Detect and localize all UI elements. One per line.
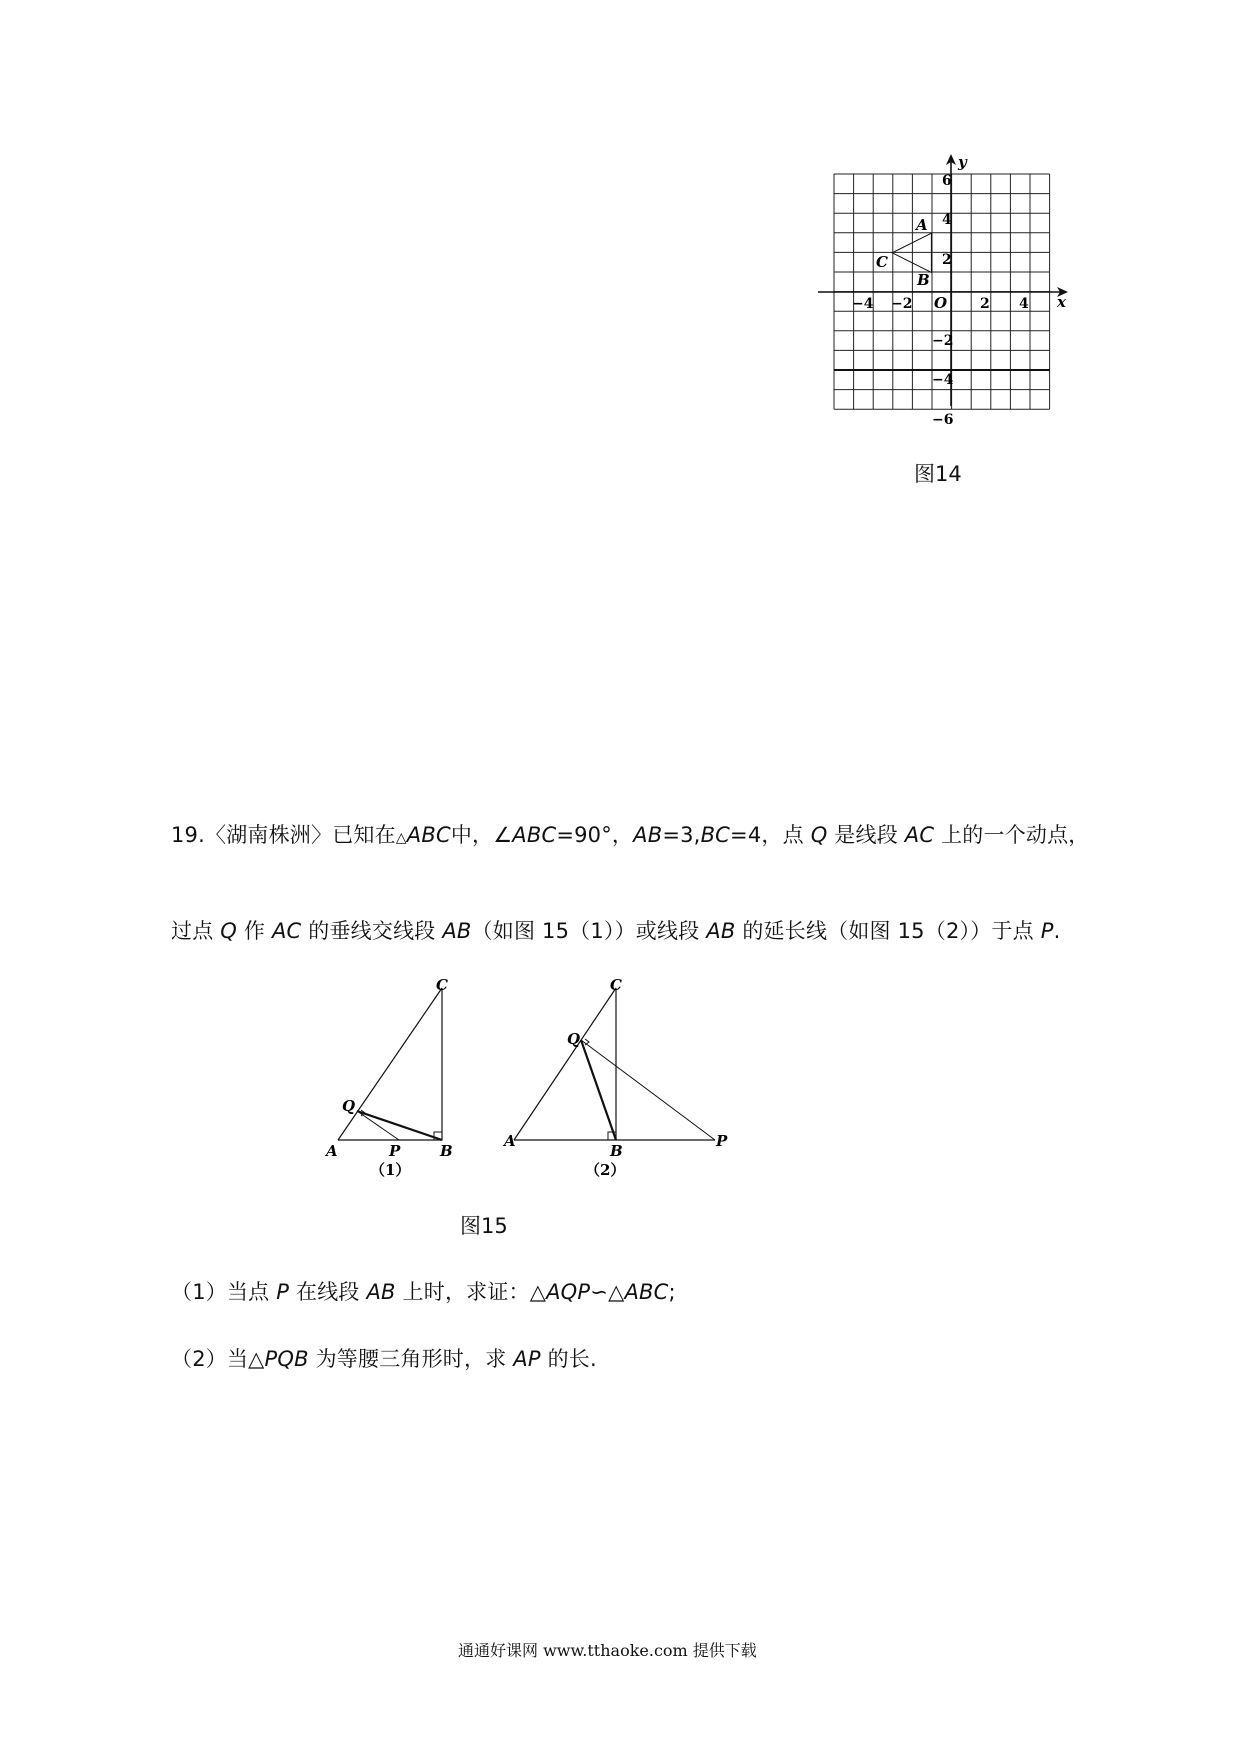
- question-1: （1）当点 P 在线段 AB 上时，求证：△AQP∽△ABC;: [171, 1280, 676, 1304]
- origin-label: O: [934, 294, 948, 312]
- y-tick-label: 2: [942, 252, 952, 268]
- x-tick-label: −2: [891, 296, 913, 312]
- y-tick-label: 6: [942, 173, 952, 189]
- y-tick-label: −6: [932, 412, 954, 425]
- figure-15-sub-1: [338, 988, 442, 1140]
- segment-ac: [514, 988, 616, 1140]
- label-c-1: C: [436, 976, 448, 994]
- right-angle-mark-q: [585, 1039, 589, 1045]
- y-axis-label: y: [958, 153, 967, 171]
- point-c-label: C: [876, 253, 888, 271]
- x-tick-label: −4: [852, 296, 874, 312]
- segment-qp: [357, 1111, 399, 1140]
- figure-15-sub-2: [514, 988, 715, 1140]
- label-b-1: B: [440, 1142, 453, 1160]
- label-c-2: C: [610, 976, 622, 994]
- label-q-2: Q: [567, 1030, 581, 1048]
- segment-ac: [338, 988, 442, 1140]
- segment-qp: [581, 1040, 715, 1140]
- problem-number: 19.: [171, 823, 205, 847]
- x-axis-label: x: [1057, 293, 1066, 311]
- figure-14-caption: 图14: [914, 462, 962, 486]
- problem-source: 〈湖南株洲〉: [205, 823, 333, 847]
- label-a-2: A: [504, 1132, 516, 1150]
- label-b-2: B: [610, 1142, 623, 1160]
- problem-19-line-1: 19.〈湖南株洲〉已知在△ABC中，∠ABC=90°，AB=3,BC=4，点 Q 是线段 AC 上的一个动点，: [171, 823, 1090, 847]
- subfigure-2-caption: （2）: [585, 1161, 626, 1179]
- label-p-1: P: [389, 1142, 401, 1160]
- subfigure-1-caption: （1）: [370, 1161, 411, 1179]
- segment-qb: [581, 1040, 616, 1140]
- y-tick-label: −2: [932, 333, 954, 349]
- segment-qb: [357, 1111, 442, 1140]
- y-tick-label: −4: [932, 372, 954, 388]
- label-q-1: Q: [342, 1097, 356, 1115]
- label-p-2: P: [716, 1132, 728, 1150]
- point-a-label: A: [916, 216, 928, 234]
- figure-15: [320, 970, 740, 1180]
- figure-15-caption: 图15: [460, 1214, 508, 1238]
- point-b-label: B: [917, 271, 930, 289]
- question-2: （2）当△PQB 为等腰三角形时，求 AP 的长.: [171, 1347, 597, 1371]
- y-tick-label: 4: [942, 212, 952, 228]
- label-a-1: A: [326, 1142, 338, 1160]
- x-tick-label: 4: [1019, 296, 1029, 312]
- problem-19-line-2: 过点 Q 作 AC 的垂线交线段 AB（如图 15（1））或线段 AB 的延长线（如图 15（2））于点 P.: [171, 919, 1061, 943]
- footer-credit: 通通好课网 www.tthaoke.com 提供下载: [458, 1641, 757, 1660]
- x-tick-label: 2: [980, 296, 990, 312]
- figure-14-grid: [810, 150, 1080, 425]
